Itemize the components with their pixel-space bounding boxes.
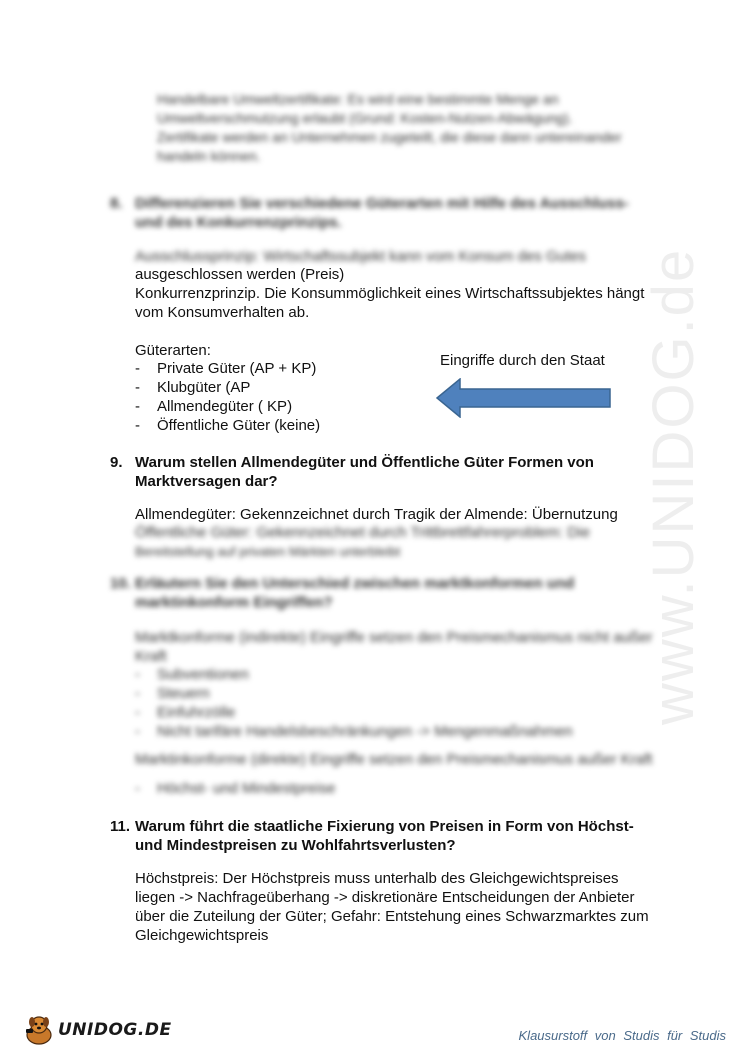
marktinkonform-list (135, 779, 335, 798)
q9-answer-line: Allmendegüter: Gekennzeichnet durch Tragik der Almende: Übernutzung (135, 506, 618, 523)
marktinkonform-text: Marktinkonforme (direkte) Eingriffe setzen den Preismechanismus außer Kraft (135, 751, 653, 768)
question-number: 11. (110, 818, 131, 835)
footer-tagline: Klausurstoff von Studis für Studis (518, 1028, 726, 1043)
list-item: - Öffentliche Güter (keine) (135, 417, 321, 434)
list-item: - Höchst- und Mindestpreise (135, 780, 336, 797)
blurred-intro-paragraph (157, 90, 622, 166)
list-item: - Nicht tarifäre Handelsbeschränkungen -> Mengenmaßnahmen (135, 723, 573, 740)
question-line: Erläutern Sie den Unterschied zwischen marktkonformen und (135, 575, 575, 592)
text-line: handeln können. (157, 148, 261, 164)
blurred-answer-line: Ausschlussprinzip: Wirtschaftssubjekt kann vom Konsum des Gutes (135, 248, 587, 265)
left-arrow-icon (436, 378, 616, 418)
dog-mascot-icon (22, 1013, 56, 1047)
question-8 (110, 194, 629, 231)
text-line: Zertifikate werden an Unternehmen zugeteilt, die diese dann untereinander (157, 129, 622, 145)
question-line: Marktversagen dar? (135, 473, 278, 490)
question-number: 10. (110, 575, 131, 592)
question-line: und des Konkurrenzprinzips. (135, 214, 342, 231)
list-item: - Klubgüter (AP (135, 379, 251, 396)
logo-text: UNIDOG.DE (58, 1020, 172, 1040)
question-11 (110, 817, 634, 854)
watermark: www.UNIDOG.de (641, 247, 706, 725)
text-line: Konkurrenzprinzip. Die Konsummöglichkeit eines Wirtschaftssubjektes hängt (135, 285, 645, 302)
list-item: - Private Güter (AP + KP) (135, 360, 317, 377)
goods-heading: Güterarten: (135, 342, 211, 359)
marktkonform-list (135, 665, 573, 741)
unidog-logo (22, 1013, 172, 1047)
list-item: - Subventionen (135, 666, 249, 683)
marktkonform-text (135, 628, 652, 666)
text-line: ausgeschlossen werden (Preis) (135, 266, 345, 283)
question-number: 8. (110, 195, 123, 212)
question-10 (110, 574, 575, 611)
text-line: über die Zuteilung der Güter; Gefahr: Entstehung eines Schwarzmarktes zum (135, 908, 649, 925)
question-9 (110, 453, 594, 490)
text-line: Umweltverschmutzung erlaubt (Grund: Kosten-Nutzen-Abwägung). (157, 110, 573, 126)
list-item: - Steuern (135, 685, 210, 702)
text-line: vom Konsumverhalten ab. (135, 304, 310, 321)
text-line: Höchstpreis: Der Höchstpreis muss unterhalb des Gleichgewichtspreises (135, 870, 619, 887)
question-line: Warum stellen Allmendegüter und Öffentliche Güter Formen von (135, 454, 594, 471)
arrow-label: Eingriffe durch den Staat (440, 352, 605, 369)
list-item: - Einfuhrzölle (135, 704, 236, 721)
text-line: Marktkonforme (indirekte) Eingriffe setzen den Preismechanismus nicht außer (135, 629, 653, 646)
question-line: Warum führt die staatliche Fixierung von Preisen in Form von Höchst- (135, 818, 634, 835)
question-line: und Mindestpreisen zu Wohlfahrtsverlusten? (135, 837, 456, 854)
text-line: Bereitstellung auf privaten Märkten unterbleibt (135, 544, 401, 559)
text-line: Öffentliche Güter: Gekennzeichnet durch Trittbrettfahrerproblem: Die (135, 524, 590, 541)
text-line: Handelbare Umweltzertifikate: Es wird eine bestimmte Menge an (157, 91, 559, 107)
goods-list (135, 359, 320, 435)
question-number: 9. (110, 454, 123, 471)
text-line: Gleichgewichtspreis (135, 927, 269, 944)
text-line: Kraft (135, 648, 167, 665)
list-item: - Allmendegüter ( KP) (135, 398, 293, 415)
question-line: Differenzieren Sie verschiedene Güterarten mit Hilfe des Ausschluss- (135, 195, 629, 212)
text-line: liegen -> Nachfrageüberhang -> diskretionäre Entscheidungen der Anbieter (135, 889, 635, 906)
q11-answer (135, 869, 649, 945)
q8-answer (135, 265, 644, 322)
q9-blurred-answer (135, 523, 590, 561)
question-line: marktinkonform Eingriffen? (135, 594, 333, 611)
